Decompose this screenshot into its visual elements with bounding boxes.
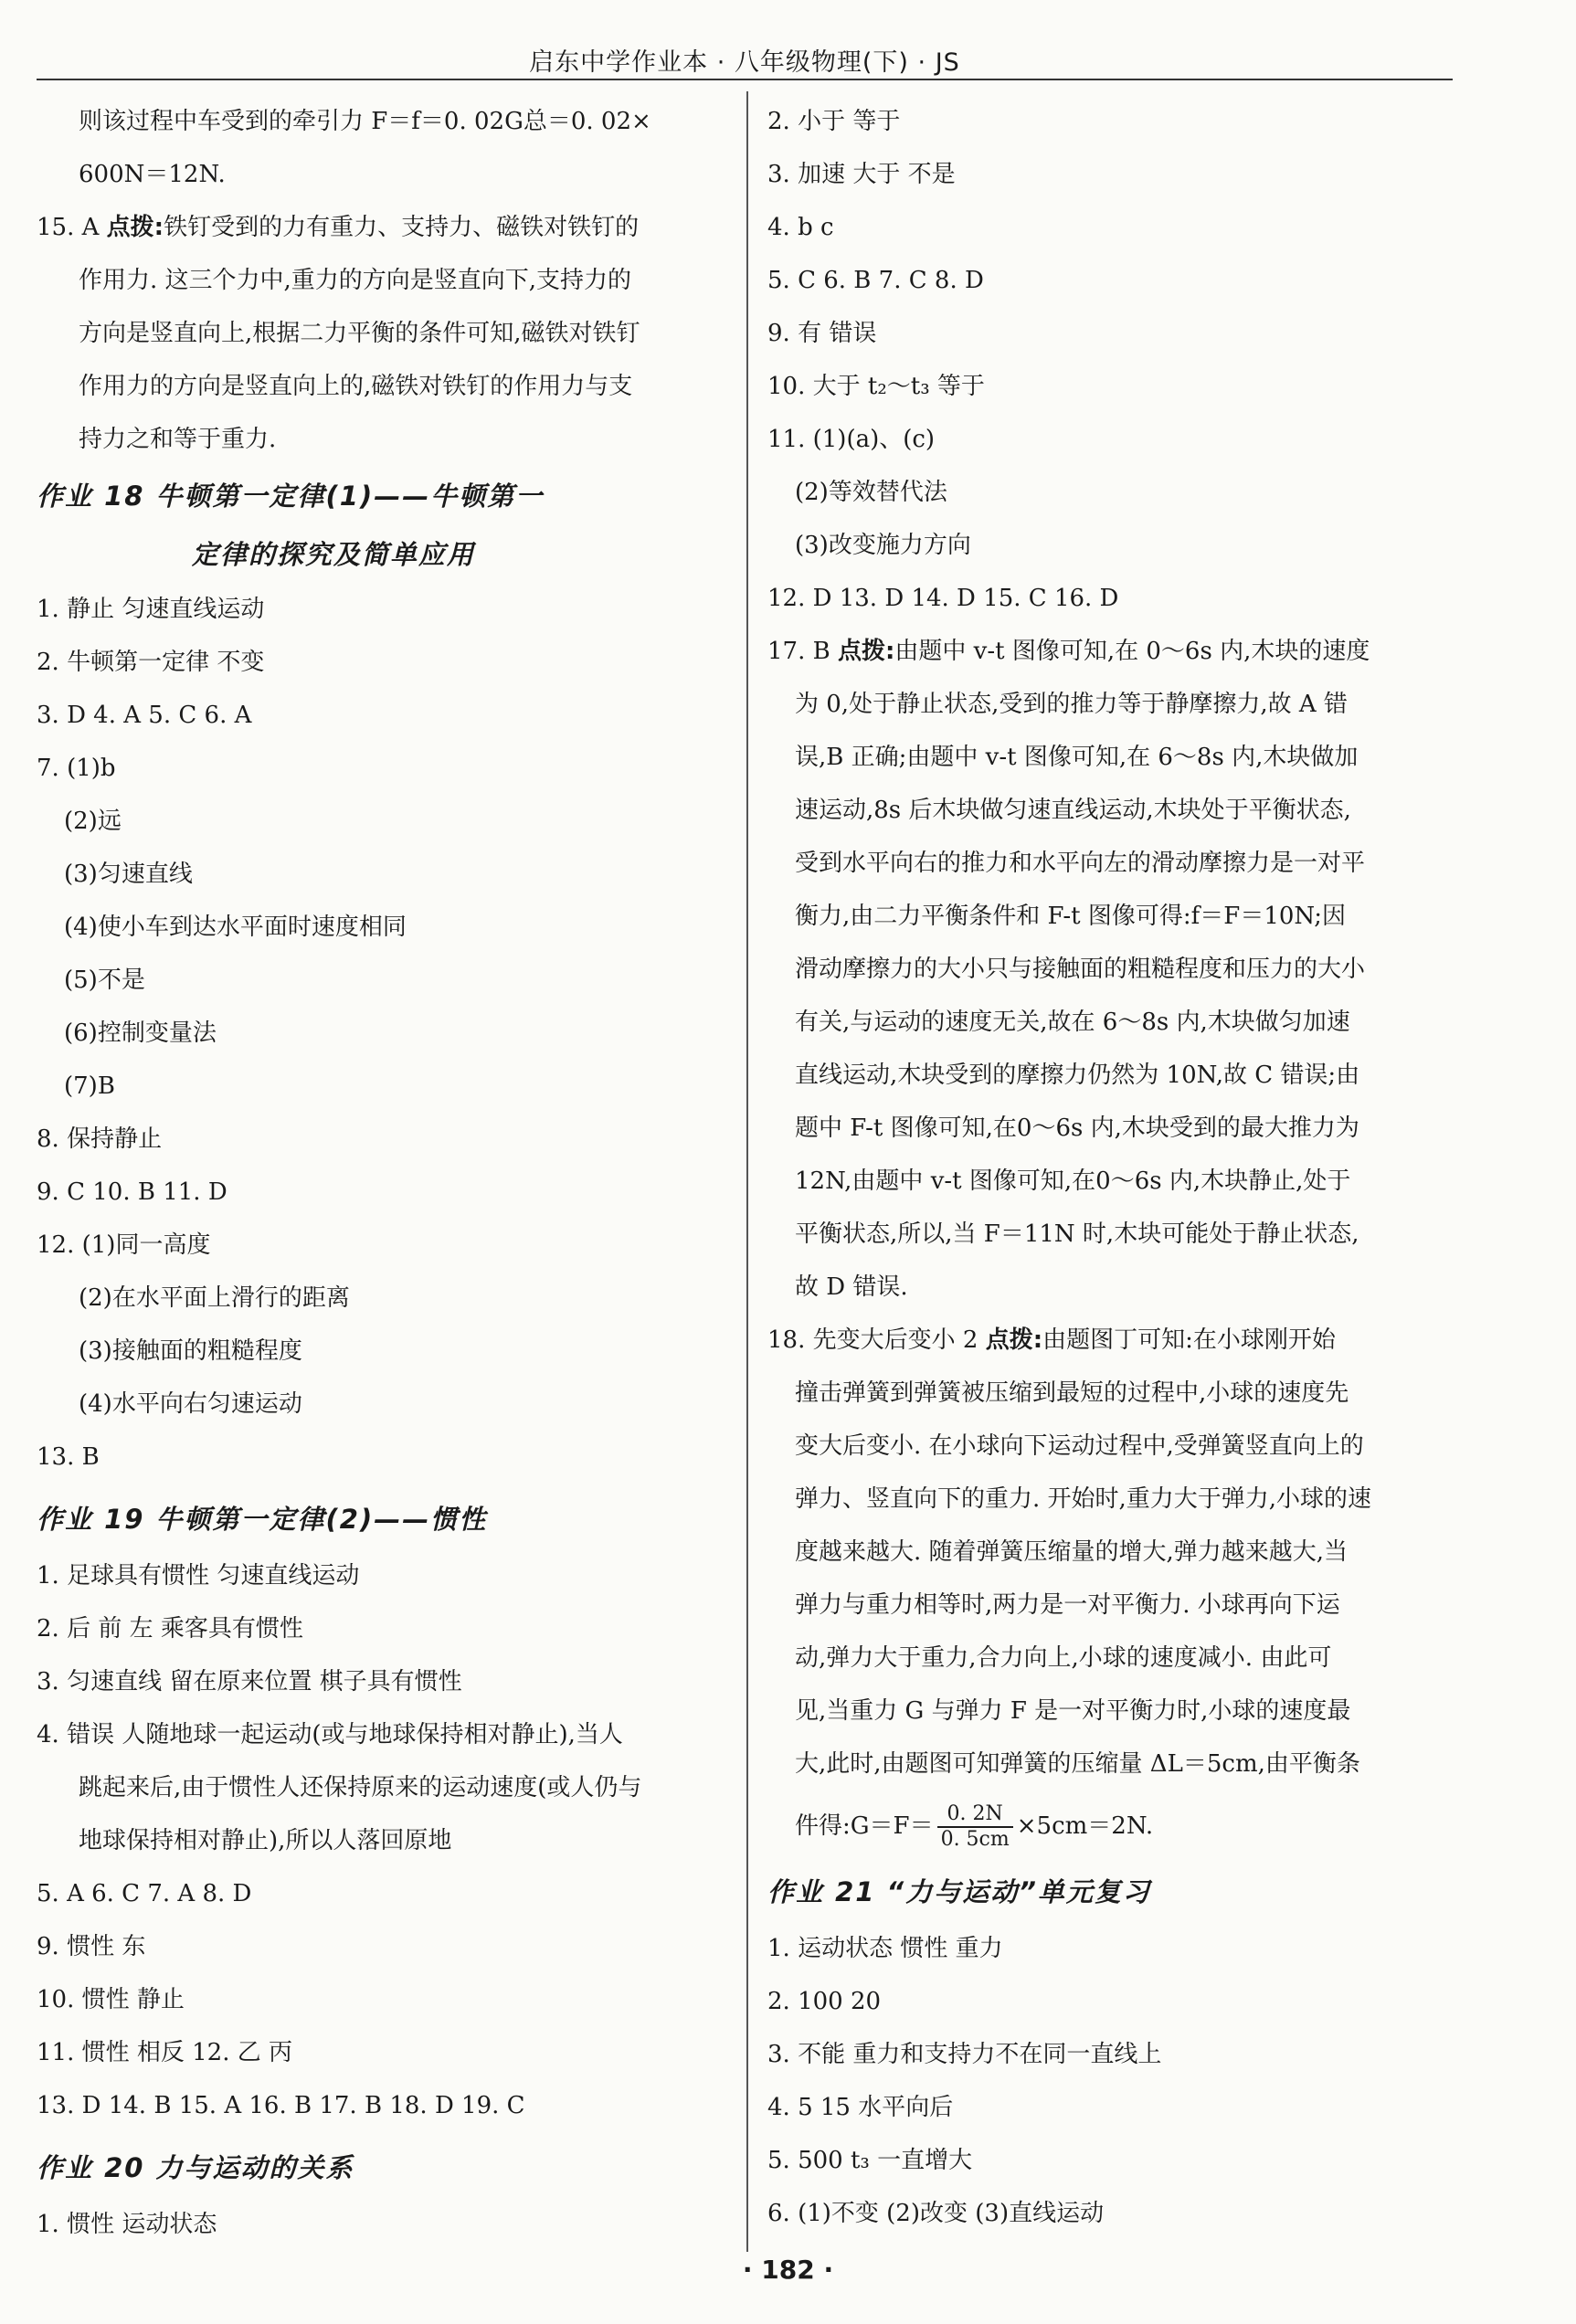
formula-suffix: ×5cm＝2N. bbox=[1016, 1812, 1154, 1840]
fraction-denominator: 0. 5cm bbox=[940, 1828, 1010, 1851]
section-title: 作业 18 牛顿第一定律(1)——牛顿第一 bbox=[37, 481, 545, 512]
answer-line: (4)水平向右匀速运动 bbox=[79, 1390, 302, 1418]
answer-line: 衡力,由二力平衡条件和 F-t 图像可得:f＝F＝10N;因 bbox=[795, 903, 1346, 930]
answer-line: 变大后变小. 在小球向下运动过程中,受弹簧竖直向上的 bbox=[795, 1432, 1364, 1460]
answer-line: 9. 惯性 东 bbox=[37, 1933, 146, 1960]
answer-line: 10. 大于 t₂～t₃ 等于 bbox=[767, 373, 985, 400]
answer-line: 12. (1)同一高度 bbox=[37, 1231, 211, 1259]
answer-line: 4. b c bbox=[767, 214, 834, 241]
answer-line: 滑动摩擦力的大小只与接触面的粗糙程度和压力的大小 bbox=[795, 956, 1366, 983]
answer-line: 直线运动,木块受到的摩擦力仍然为 10N,故 C 错误;由 bbox=[795, 1062, 1360, 1089]
answer-line: 600N＝12N. bbox=[79, 161, 226, 188]
answer-line: 则该过程中车受到的牵引力 F＝f＝0. 02G总＝0. 02× bbox=[79, 108, 651, 135]
answer-line: 1. 足球具有惯性 匀速直线运动 bbox=[37, 1562, 360, 1590]
left-column bbox=[37, 95, 724, 2251]
answer-number: 17. B bbox=[767, 638, 838, 665]
answer-line: (5)不是 bbox=[64, 967, 145, 994]
answer-line: 6. (1)不变 (2)改变 (3)直线运动 bbox=[767, 2200, 1105, 2227]
answer-line: 2. 100 20 bbox=[767, 1988, 882, 2015]
section-title: 作业 21 “力与运动”单元复习 bbox=[767, 1876, 1151, 1907]
answer-line: 误,B 正确;由题中 v-t 图像可知,在 6～8s 内,木块做加 bbox=[795, 744, 1359, 771]
answer-line: 地球保持相对静止),所以人落回原地 bbox=[79, 1827, 452, 1854]
formula-prefix: 件得:G＝F＝ bbox=[795, 1812, 934, 1840]
answer-line: (6)控制变量法 bbox=[64, 1019, 217, 1047]
formula-line bbox=[767, 1791, 1454, 1862]
hint-label: 点拨: bbox=[106, 214, 164, 241]
answer-line bbox=[37, 201, 724, 254]
answer-line: 5. C 6. B 7. C 8. D bbox=[767, 267, 984, 294]
section-title: 作业 20 力与运动的关系 bbox=[37, 2152, 354, 2183]
answer-line: 11. 惯性 相反 12. 乙 丙 bbox=[37, 2039, 293, 2066]
running-header: 启东中学作业本 · 八年级物理(下) · JS bbox=[529, 48, 960, 77]
answer-line: 3. 不能 重力和支持力不在同一直线上 bbox=[767, 2041, 1162, 2068]
answer-line: (3)改变施力方向 bbox=[795, 532, 971, 559]
answer-line bbox=[767, 625, 1454, 678]
answer-line: 题中 F-t 图像可知,在0～6s 内,木块受到的最大推力为 bbox=[795, 1114, 1359, 1142]
answer-line: 平衡状态,所以,当 F＝11N 时,木块可能处于静止状态, bbox=[795, 1220, 1359, 1248]
page-number: · 182 · bbox=[742, 2255, 834, 2285]
answer-line: 2. 小于 等于 bbox=[767, 108, 901, 135]
answer-line: 故 D 错误. bbox=[795, 1273, 908, 1301]
answer-line: 13. D 14. B 15. A 16. B 17. B 18. D 19. C bbox=[37, 2092, 525, 2119]
answer-line: 5. 500 t₃ 一直增大 bbox=[767, 2147, 973, 2174]
section-title-continued: 定律的探究及简单应用 bbox=[192, 539, 476, 570]
answer-line: 见,当重力 G 与弹力 F 是一对平衡力时,小球的速度最 bbox=[795, 1697, 1351, 1725]
right-column bbox=[767, 95, 1454, 2240]
answer-line: 方向是竖直向上,根据二力平衡的条件可知,磁铁对铁钉 bbox=[79, 320, 640, 347]
answer-line: 速运动,8s 后木块做匀速直线运动,木块处于平衡状态, bbox=[795, 797, 1351, 824]
answer-line: 受到水平向右的推力和水平向左的滑动摩擦力是一对平 bbox=[795, 850, 1366, 877]
answer-line: 弹力、竖直向下的重力. 开始时,重力大于弹力,小球的速 bbox=[795, 1485, 1372, 1513]
answer-line: 3. 加速 大于 不是 bbox=[767, 161, 956, 188]
section-title: 作业 19 牛顿第一定律(2)——惯性 bbox=[37, 1504, 488, 1535]
answer-line: 弹力与重力相等时,两力是一对平衡力. 小球再向下运 bbox=[795, 1591, 1340, 1619]
answer-line: 1. 静止 匀速直线运动 bbox=[37, 596, 265, 623]
answer-line: 11. (1)(a)、(c) bbox=[767, 426, 936, 453]
answer-line: 2. 后 前 左 乘客具有惯性 bbox=[37, 1615, 303, 1643]
fraction bbox=[937, 1802, 1013, 1852]
answer-line: (2)远 bbox=[64, 808, 122, 835]
answer-line: (4)使小车到达水平面时速度相同 bbox=[64, 914, 407, 941]
answer-line: 1. 惯性 运动状态 bbox=[37, 2211, 217, 2238]
answer-line: 撞击弹簧到弹簧被压缩到最短的过程中,小球的速度先 bbox=[795, 1379, 1349, 1407]
answer-text: 由题中 v-t 图像可知,在 0～6s 内,木块的速度 bbox=[894, 638, 1370, 665]
fraction-numerator: 0. 2N bbox=[937, 1802, 1013, 1828]
answer-line: 作用力的方向是竖直向上的,磁铁对铁钉的作用力与支 bbox=[79, 373, 633, 400]
answer-line: (7)B bbox=[64, 1072, 115, 1100]
answer-line: 有关,与运动的速度无关,故在 6～8s 内,木块做匀加速 bbox=[795, 1009, 1350, 1036]
answer-line: 12N,由题中 v-t 图像可知,在0～6s 内,木块静止,处于 bbox=[795, 1167, 1351, 1195]
answer-line: 5. A 6. C 7. A 8. D bbox=[37, 1880, 252, 1907]
answer-line: (2)等效替代法 bbox=[795, 479, 947, 506]
hint-label: 点拨: bbox=[837, 638, 895, 665]
answer-line: 持力之和等于重力. bbox=[79, 426, 277, 453]
answer-line: 9. C 10. B 11. D bbox=[37, 1178, 227, 1206]
hint-label: 点拨: bbox=[985, 1326, 1043, 1354]
answer-line: 跳起来后,由于惯性人还保持原来的运动速度(或人仍与 bbox=[79, 1774, 642, 1801]
answer-line: 7. (1)b bbox=[37, 755, 116, 782]
answer-line: 8. 保持静止 bbox=[37, 1125, 163, 1153]
answer-line bbox=[767, 1314, 1454, 1367]
answer-line: 3. 匀速直线 留在原来位置 棋子具有惯性 bbox=[37, 1668, 462, 1695]
answer-line: 4. 错误 人随地球一起运动(或与地球保持相对静止),当人 bbox=[37, 1721, 623, 1748]
answer-line: (3)接触面的粗糙程度 bbox=[79, 1337, 302, 1365]
answer-number: 15. A bbox=[37, 214, 107, 241]
answer-line: 2. 牛顿第一定律 不变 bbox=[37, 649, 265, 676]
answer-line: 10. 惯性 静止 bbox=[37, 1986, 185, 2013]
answer-line: 12. D 13. D 14. D 15. C 16. D bbox=[767, 585, 1119, 612]
answer-text: 铁钉受到的力有重力、支持力、磁铁对铁钉的 bbox=[164, 214, 640, 241]
answer-line: 作用力. 这三个力中,重力的方向是竖直向下,支持力的 bbox=[79, 267, 632, 294]
answer-line: (2)在水平面上滑行的距离 bbox=[79, 1284, 350, 1312]
answer-line: 4. 5 15 水平向后 bbox=[767, 2094, 954, 2121]
answer-line: 3. D 4. A 5. C 6. A bbox=[37, 702, 252, 729]
answer-number: 18. 先变大后变小 2 bbox=[767, 1326, 986, 1354]
answer-line: 1. 运动状态 惯性 重力 bbox=[767, 1935, 1003, 1962]
answer-line: 大,此时,由题图可知弹簧的压缩量 ΔL＝5cm,由平衡条 bbox=[795, 1750, 1360, 1778]
answer-line: (3)匀速直线 bbox=[64, 861, 193, 888]
answer-line: 度越来越大. 随着弹簧压缩量的增大,弹力越来越大,当 bbox=[795, 1538, 1349, 1566]
answer-line: 为 0,处于静止状态,受到的推力等于静摩擦力,故 A 错 bbox=[795, 691, 1348, 718]
column-divider bbox=[746, 91, 748, 2252]
answer-text: 由题图丁可知:在小球刚开始 bbox=[1042, 1326, 1336, 1354]
answer-line: 13. B bbox=[37, 1443, 100, 1471]
answer-line: 9. 有 错误 bbox=[767, 320, 877, 347]
answer-line: 动,弹力大于重力,合力向上,小球的速度减小. 由此可 bbox=[795, 1644, 1332, 1672]
header-rule bbox=[37, 79, 1453, 80]
